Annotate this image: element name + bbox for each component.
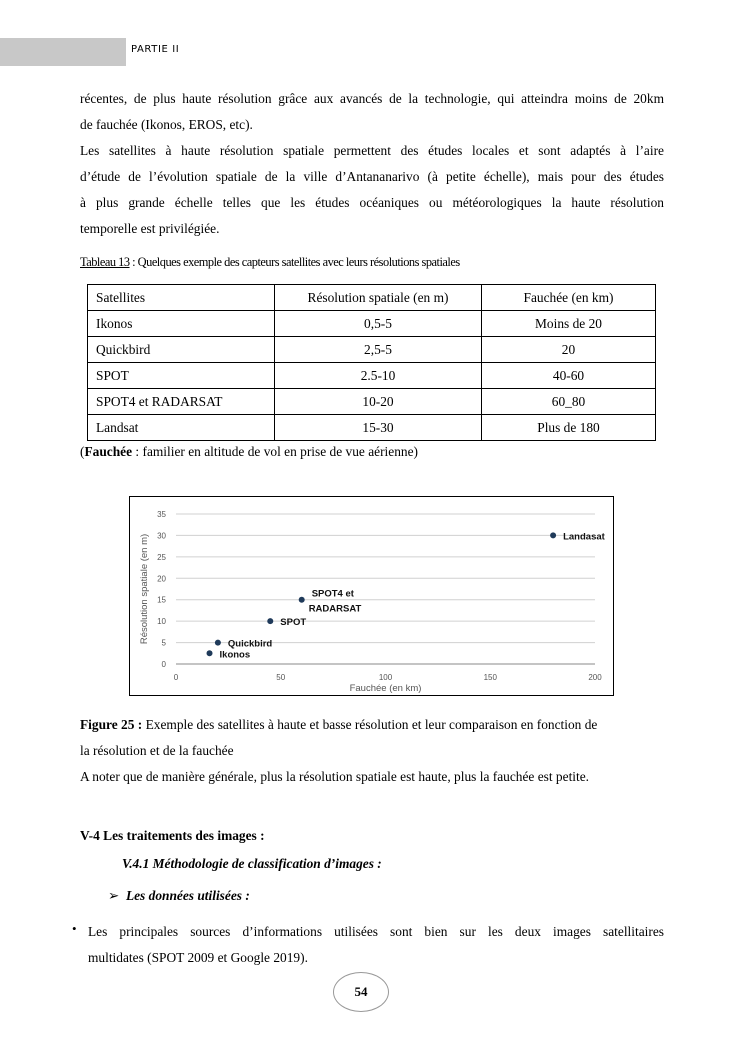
table-header: Fauchée (en km) <box>482 285 656 311</box>
y-tick-label: 10 <box>157 617 166 627</box>
data-point <box>207 650 213 656</box>
bullet-icon: • <box>72 921 77 936</box>
y-tick-label: 35 <box>157 510 166 519</box>
table-cell: 60_80 <box>482 389 656 415</box>
table-cell: Ikonos <box>88 311 275 337</box>
table-caption-text: : Quelques exemple des capteurs satellites avec leurs résolutions spatiales <box>129 255 460 269</box>
paragraph-1 <box>80 86 664 138</box>
y-tick-label: 0 <box>161 660 166 669</box>
y-tick-label: 5 <box>161 638 166 648</box>
x-tick-label: 50 <box>276 673 286 682</box>
x-tick-label: 150 <box>483 673 497 682</box>
text-line: d’étude de l’évolution spatiale de la ville d’Antananarivo (à petite échelle), mais pour des études <box>80 169 664 184</box>
text-line: Les principales sources d’informations utilisées sont bien sur les deux images satellitaires <box>88 924 664 939</box>
satellite-table <box>87 284 656 441</box>
text-line: temporelle est privilégiée. <box>80 221 220 236</box>
table-cell: Moins de 20 <box>482 311 656 337</box>
figure-caption-text: Exemple des satellites à haute et basse résolution et leur comparaison en fonction de <box>142 717 598 732</box>
y-tick-label: 15 <box>157 595 166 605</box>
table-cell: Landsat <box>88 415 275 441</box>
text-line: multidates (SPOT 2009 et Google 2019). <box>88 950 308 965</box>
table-row <box>88 363 656 389</box>
data-point <box>267 618 273 624</box>
arrow-bullet-icon: ➢ <box>108 888 120 903</box>
x-tick-label: 0 <box>173 673 179 682</box>
section-heading: V-4 Les traitements des images : <box>80 828 265 843</box>
paragraph-2 <box>80 138 664 242</box>
y-tick-label: 20 <box>157 574 166 584</box>
figure-caption <box>80 712 664 790</box>
table-cell: 2.5-10 <box>275 363 482 389</box>
data-point <box>299 597 305 603</box>
table-cell: 20 <box>482 337 656 363</box>
page-number: 54 <box>333 972 389 1012</box>
figure-caption-line: la résolution et de la fauchée <box>80 743 234 758</box>
text-line: récentes, de plus haute résolution grâce aux avancés de la technologie, qui atteindra moins de 20km <box>80 91 664 106</box>
bullet-text <box>88 919 664 971</box>
scatter-chart <box>129 496 614 696</box>
data-label: SPOT <box>280 617 307 629</box>
table-cell: 10-20 <box>275 389 482 415</box>
table-header-row <box>88 285 656 311</box>
text-line: de fauchée (Ikonos, EROS, etc). <box>80 117 253 132</box>
figure-caption-line <box>80 712 664 738</box>
y-tick-label: 25 <box>157 552 166 562</box>
x-tick-label: 100 <box>378 673 393 682</box>
subsection-heading: V.4.1 Méthodologie de classification d’images : <box>122 856 382 871</box>
table-row <box>88 311 656 337</box>
table-caption-label: Tableau 13 <box>80 255 130 269</box>
table-cell: Quickbird <box>88 337 275 363</box>
figure-caption-line: A noter que de manière générale, plus la résolution spatiale est haute, plus la fauchée est petite. <box>80 769 590 784</box>
data-point <box>550 532 556 538</box>
text-line: Les satellites à haute résolution spatiale permettent des études locales et sont adaptés à l’aire <box>80 143 664 158</box>
section-label: PARTIE II <box>131 44 180 55</box>
table-caption <box>80 255 460 270</box>
data-label: SPOT4 et <box>311 588 354 600</box>
table-cell: 2,5-5 <box>275 337 482 363</box>
table-header: Satellites <box>88 285 275 311</box>
data-heading-text: Les données utilisées : <box>125 888 250 903</box>
table-row <box>88 415 656 441</box>
fauchee-note <box>80 444 418 460</box>
text-line: à plus grande échelle telles que les études océaniques ou météorologiques la haute résolution <box>80 195 664 210</box>
x-tick-label: 200 <box>588 673 602 682</box>
data-label: Quickbird <box>227 638 273 650</box>
table-cell: 40-60 <box>482 363 656 389</box>
table-cell: 15-30 <box>275 415 482 441</box>
note-text: : familier en altitude de vol en prise de vue aérienne) <box>132 444 418 459</box>
data-label: RADARSAT <box>308 603 362 615</box>
table-row <box>88 337 656 363</box>
table-cell: 0,5-5 <box>275 311 482 337</box>
x-axis-title: Fauchée (en km) <box>349 683 422 694</box>
figure-label: Figure 25 : <box>80 717 143 732</box>
table-cell: SPOT <box>88 363 275 389</box>
data-label: Landasat <box>563 531 605 543</box>
table-row <box>88 389 656 415</box>
data-point <box>215 640 221 646</box>
chart-canvas <box>130 497 615 697</box>
table-cell: SPOT4 et RADARSAT <box>88 389 275 415</box>
note-open: ( <box>80 444 85 459</box>
table-cell: Plus de 180 <box>482 415 656 441</box>
data-label: Ikonos <box>219 649 251 661</box>
note-term: Fauchée <box>84 444 133 459</box>
y-axis-title: Résolution spatiale (en m) <box>139 533 150 645</box>
table-header: Résolution spatiale (en m) <box>275 285 482 311</box>
data-heading <box>108 888 250 904</box>
y-tick-label: 30 <box>157 531 166 541</box>
header-bar <box>0 38 126 66</box>
